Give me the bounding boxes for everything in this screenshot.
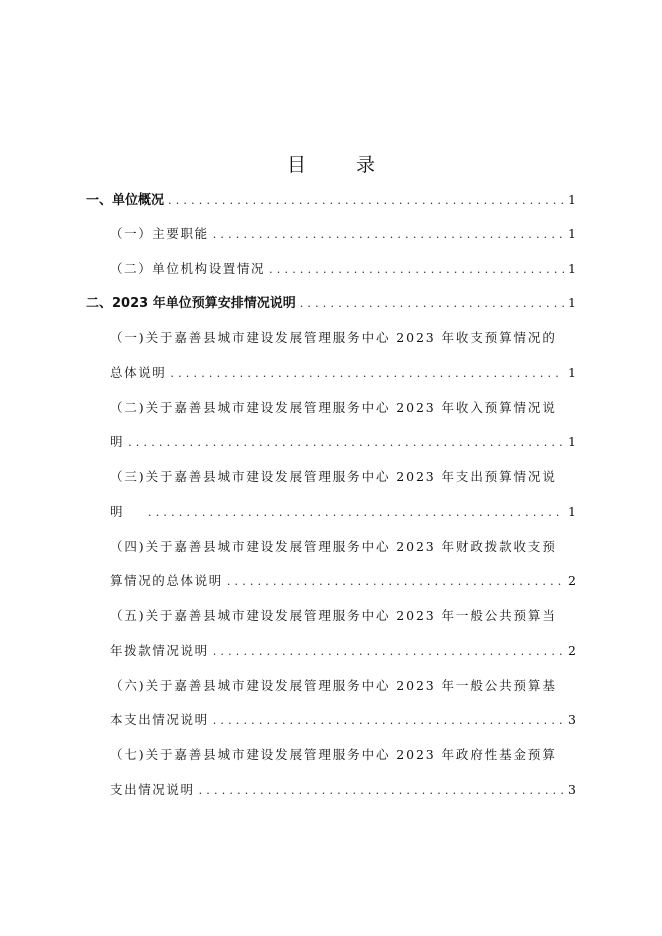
toc-entry-2-6-line2[interactable]: [110, 709, 576, 731]
toc-entry-text: 明: [110, 504, 125, 519]
toc-entry-1[interactable]: [86, 189, 576, 211]
dot-leader: [128, 432, 564, 454]
dot-leader: [199, 780, 564, 802]
toc-entry-text: 算情况的总体说明: [110, 573, 223, 588]
toc-entry-2-4-line1[interactable]: [110, 536, 576, 558]
toc-page-number: 2: [568, 573, 576, 588]
toc-entry-2[interactable]: [86, 292, 576, 314]
toc-page-number: 2: [568, 643, 576, 658]
dot-leader: [213, 710, 564, 732]
toc-page-number: 1: [568, 434, 576, 449]
dot-leader: [269, 259, 564, 281]
toc-entry-text: 年拨款情况说明: [110, 643, 209, 658]
toc-page-number: 1: [568, 365, 576, 380]
toc-entry-2-3-line2[interactable]: [110, 501, 576, 523]
dot-leader: [213, 641, 564, 663]
toc-page-number: 3: [568, 712, 576, 727]
toc-entry-text: 二、2023 年单位预算安排情况说明: [86, 296, 296, 311]
toc-entry-2-3-line1[interactable]: [110, 466, 576, 488]
toc-page-number: 1: [568, 226, 576, 241]
toc-entry-2-2-line1[interactable]: [110, 397, 576, 419]
dot-leader: [300, 293, 564, 315]
toc-entry-text: （一）主要职能: [110, 226, 209, 241]
toc-entry-2-2-line2[interactable]: [110, 431, 576, 453]
toc-entry-2-5-line1[interactable]: [110, 605, 576, 627]
toc-entry-text: （一)关于嘉善县城市建设发展管理服务中心 2023 年收支预算情况的: [110, 330, 557, 345]
toc-entry-text: （四)关于嘉善县城市建设发展管理服务中心 2023 年财政拨款收支预: [110, 539, 557, 554]
toc-entry-text: 本支出情况说明: [110, 712, 209, 727]
toc-entry-text: 明: [110, 434, 125, 449]
toc-entry-2-5-line2[interactable]: [110, 640, 576, 662]
toc-entry-1-1[interactable]: [110, 223, 576, 245]
toc-entry-2-7-line1[interactable]: [110, 744, 576, 766]
dot-leader: [170, 363, 564, 385]
toc-entry-2-7-line2[interactable]: [110, 779, 576, 801]
toc-entry-2-1-line1[interactable]: [110, 327, 576, 349]
toc-entry-text: （二)关于嘉善县城市建设发展管理服务中心 2023 年收入预算情况说: [110, 400, 557, 415]
toc-page-number: 1: [568, 192, 576, 207]
toc-entry-2-4-line2[interactable]: [110, 570, 576, 592]
dot-leader: [148, 502, 564, 524]
page-title: 目 录: [286, 154, 398, 176]
toc-page-number: 1: [568, 504, 576, 519]
toc-page-number: 3: [568, 782, 576, 797]
dot-leader: [213, 224, 564, 246]
toc-entry-text: （二）单位机构设置情况: [110, 261, 266, 276]
dot-leader: [227, 571, 564, 593]
toc-entry-text: 支出情况说明: [110, 782, 195, 797]
toc-entry-text: （三)关于嘉善县城市建设发展管理服务中心 2023 年支出预算情况说: [110, 469, 557, 484]
toc-page-number: 1: [568, 295, 576, 310]
toc-entry-text: （六)关于嘉善县城市建设发展管理服务中心 2023 年一般公共预算基: [110, 678, 557, 693]
toc-entry-1-2[interactable]: [110, 258, 576, 280]
toc-entry-text: （五)关于嘉善县城市建设发展管理服务中心 2023 年一般公共预算当: [110, 608, 557, 623]
toc-page-number: 1: [568, 261, 576, 276]
toc-entry-2-1-line2[interactable]: [110, 362, 576, 384]
toc-entry-text: 一、单位概况: [86, 193, 165, 208]
toc-entry-text: （七)关于嘉善县城市建设发展管理服务中心 2023 年政府性基金预算: [110, 747, 557, 762]
dot-leader: [168, 190, 564, 212]
toc-entry-2-6-line1[interactable]: [110, 675, 576, 697]
toc-entry-text: 总体说明: [110, 365, 167, 380]
